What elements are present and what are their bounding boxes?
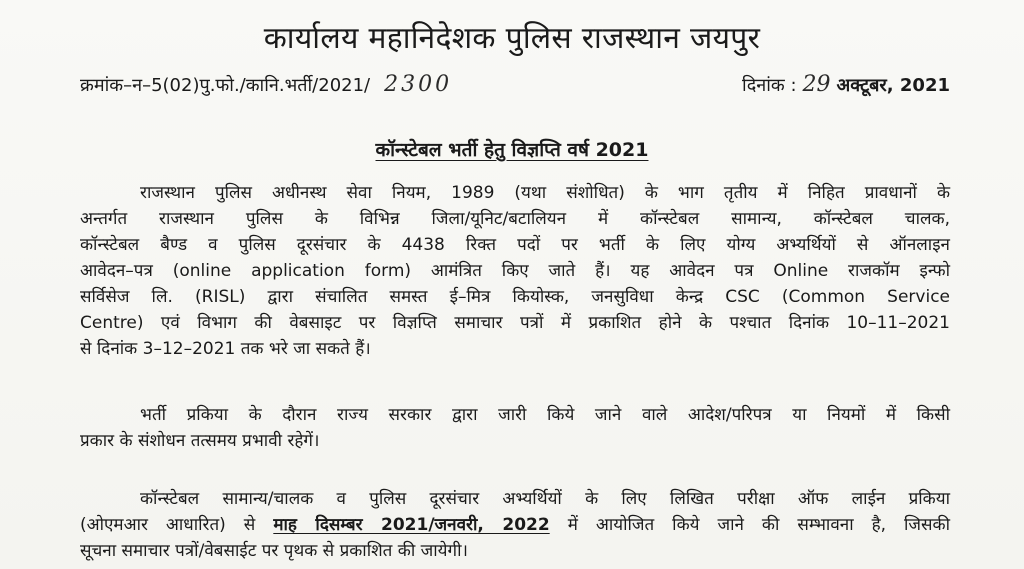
notice-title (0, 136, 1024, 162)
paragraph-3 (80, 486, 950, 564)
reference-line (80, 72, 950, 97)
paragraph-1-line: सर्विसेज लि. (RISL) द्वारा संचालित समस्त ई–मित्र कियोस्क, जनसुविधा केन्द्र CSC (Common Service (80, 287, 950, 307)
paragraph-1-line: आवेदन–पत्र (online application form) आमंत्रित किए जाते हैं। यह आवेदन पत्र Online राजकॉम इन्फो (80, 261, 950, 281)
handwritten-date-day: 29 (802, 72, 831, 97)
notice-title-text: कॉन्स्टेबल भर्ती हेतु विज्ञप्ति वर्ष 2021 (375, 139, 649, 161)
paragraph-2 (80, 402, 950, 454)
reference-number: क्रमांक–न–5(02)पु.फो./कानि.भर्ती/2021/ (80, 75, 371, 96)
paragraph-3-line (80, 512, 950, 538)
paragraph-3-line: कॉन्स्टेबल सामान्य/चालक व पुलिस दूरसंचार अभ्यर्थियों के लिए लिखित परीक्षा ऑफ लाईन प्रकिया (140, 489, 950, 509)
paragraph-1-line: अन्तर्गत राजस्थान पुलिस के विभिन्न जिला/यूनिट/बटालियन में कॉन्स्टेबल सामान्य, कॉन्स्टेबल चालक, (80, 209, 950, 229)
date-label: दिनांक : (742, 75, 797, 96)
date-month-year: अक्टूबर, 2021 (836, 75, 950, 96)
paragraph-3-line: सूचना समाचार पत्रों/वेबसाईट पर पृथक से प्रकाशित की जायेगी। (80, 541, 468, 561)
paragraph-2-line: भर्ती प्रकिया के दौरान राज्य सरकार द्वारा जारी किये जाने वाले आदेश/परिपत्र या नियमों में किसी (140, 405, 950, 425)
paragraph-1-line: Centre) एवं विभाग की वेबसाइट पर विज्ञप्ति समाचार पत्रों में प्रकाशित होने के पश्चात दिनांक 10–11–2021 (80, 313, 950, 333)
paragraph-1-line: राजस्थान पुलिस अधीनस्थ सेवा नियम, 1989 (यथा संशोधित) के भाग तृतीय में निहित प्रावधानों के (140, 183, 950, 203)
paragraph-1-line: कॉन्स्टेबल बैण्ड व पुलिस दूरसंचार के 4438 रिक्त पदों पर भर्ती के लिए योग्य अभ्यर्थियों से ऑनलाइन (80, 235, 950, 255)
paragraph-2-line: प्रकार के संशोधन तत्समय प्रभावी रहेगें। (80, 431, 320, 451)
paragraph-3-text: में आयोजित किये जाने की सम्भावना है, जिसकी (567, 515, 950, 535)
paragraph-3-text: (ओएमआर आधारित) से (80, 515, 256, 535)
paragraph-1 (80, 180, 950, 362)
exam-period-highlight: माह दिसम्बर 2021/जनवरी, 2022 (273, 515, 550, 535)
reference-number-group (80, 72, 452, 97)
office-title: कार्यालय महानिदेशक पुलिस राजस्थान जयपुर (263, 21, 761, 56)
handwritten-dispatch-number: 2300 (384, 72, 453, 97)
paragraph-1-line: से दिनांक 3–12–2021 तक भरे जा सकते हैं। (80, 339, 371, 359)
date-group (742, 72, 950, 97)
